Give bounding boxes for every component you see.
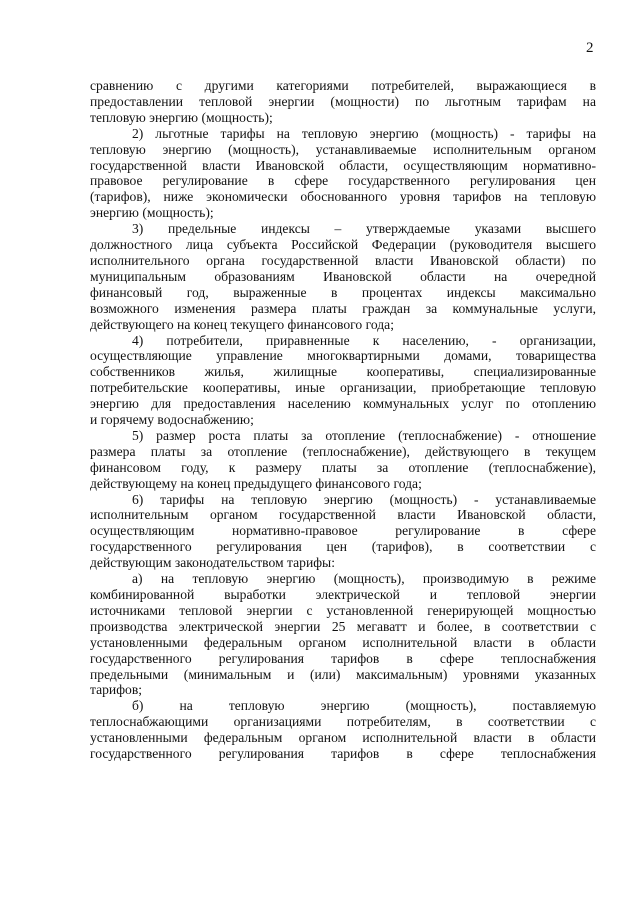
text-line: тарифов; [90, 682, 143, 698]
text-line: (тарифов), ниже экономически обоснованного уровня тарифов на тепловую [90, 189, 596, 205]
text-line: а) на тепловую энергию (мощность), производимую в режиме [132, 571, 596, 587]
text-line: и горячему водоснабжению; [90, 412, 254, 428]
text-line: производства электрической энергии 25 мегаватт и более, в соответствии с [90, 618, 596, 634]
text-line: муниципальным образованиям Ивановской области на очередной [90, 268, 596, 284]
text-line: комбинированной выработки электрической и тепловой энергии [90, 587, 596, 602]
paragraph-subitem-a [90, 571, 596, 698]
page-number: 2 [586, 40, 594, 56]
text-line: установленными федеральным органом исполнительной власти в области [90, 730, 596, 746]
paragraph-item-5 [90, 428, 596, 492]
text-line: предельными (минимальным и (или) максимальным) уровнями указанных [90, 666, 596, 682]
text-line: сравнению с другими категориями потребителей, выражающиеся в [90, 78, 596, 93]
text-line: действующему на конец предыдущего финансового года; [90, 475, 422, 491]
text-line: исполнительным органом государственной власти Ивановской области, [90, 507, 596, 523]
text-line: тепловую энергию (мощность); [90, 109, 273, 125]
text-line: действующим законодательством тарифы: [90, 555, 335, 571]
paragraph-continuation [90, 78, 596, 126]
text-line: источниками тепловой энергии с установленной генерирующей мощностью [90, 602, 596, 618]
text-line: б) на тепловую энергию (мощность), поставляемую [132, 698, 596, 714]
text-line: размера платы за отопление (теплоснабжение), действующего в текущем [90, 443, 596, 459]
text-line: предоставлении тепловой энергии (мощности) по льготным тарифам на [90, 93, 596, 109]
paragraph-item-3 [90, 221, 596, 332]
text-line: установленными федеральным органом исполнительной власти в области [90, 634, 596, 650]
text-line: осуществляющим нормативно-правовое регулирование в сфере [90, 523, 596, 539]
text-line: энергию для предоставления населению коммунальных услуг по отоплению [90, 396, 596, 412]
text-line: 3) предельные индексы – утверждаемые указами высшего [132, 221, 596, 237]
text-line: осуществляющие управление многоквартирными домами, товарищества [90, 348, 596, 364]
text-line: государственного регулирования тарифов в сфере теплоснабжения [90, 650, 596, 666]
text-line: финансовом году, к размеру платы за отопление (теплоснабжение), [90, 459, 596, 475]
paragraph-item-6 [90, 492, 596, 572]
text-line: тепловую энергию (мощность), устанавливаемые исполнительным органом [90, 141, 596, 157]
document-body [90, 78, 596, 762]
text-line: исполнительного органа государственной власти Ивановской области) по [90, 252, 596, 268]
text-line: финансовый год, выраженные в процентах индексы максимально [90, 284, 596, 300]
text-line: 5) размер роста платы за отопление (теплоснабжение) - отношение [132, 427, 596, 443]
text-line: 2) льготные тарифы на тепловую энергию (мощность) - тарифы на [132, 125, 596, 141]
text-line: правовое регулирование в сфере государственного регулирования цен [90, 173, 596, 189]
text-line: государственного регулирования тарифов в сфере теплоснабжения [90, 746, 596, 762]
paragraph-item-2 [90, 126, 596, 221]
text-line: возможного изменения размера платы граждан за коммунальные услуги, [90, 300, 596, 316]
text-line: потребительские кооперативы, иные организации, приобретающие тепловую [90, 380, 596, 396]
text-line: государственного регулирования цен (тарифов), в соответствии с [90, 539, 596, 555]
text-line: энергию (мощность); [90, 205, 214, 221]
text-line: действующего на конец текущего финансового года; [90, 316, 394, 332]
text-line: 4) потребители, приравненные к населению, - организации, [132, 332, 596, 348]
text-line: государственной власти Ивановской области, осуществляющим нормативно- [90, 157, 596, 173]
paragraph-subitem-b [90, 698, 596, 762]
text-line: 6) тарифы на тепловую энергию (мощность) - устанавливаемые [132, 491, 596, 507]
text-line: собственников жилья, жилищные кооперативы, специализированные [90, 364, 596, 380]
text-line: теплоснабжающими организациями потребителям, в соответствии с [90, 714, 596, 730]
text-line: должностного лица субъекта Российской Федерации (руководителя высшего [90, 237, 596, 253]
paragraph-item-4 [90, 333, 596, 428]
